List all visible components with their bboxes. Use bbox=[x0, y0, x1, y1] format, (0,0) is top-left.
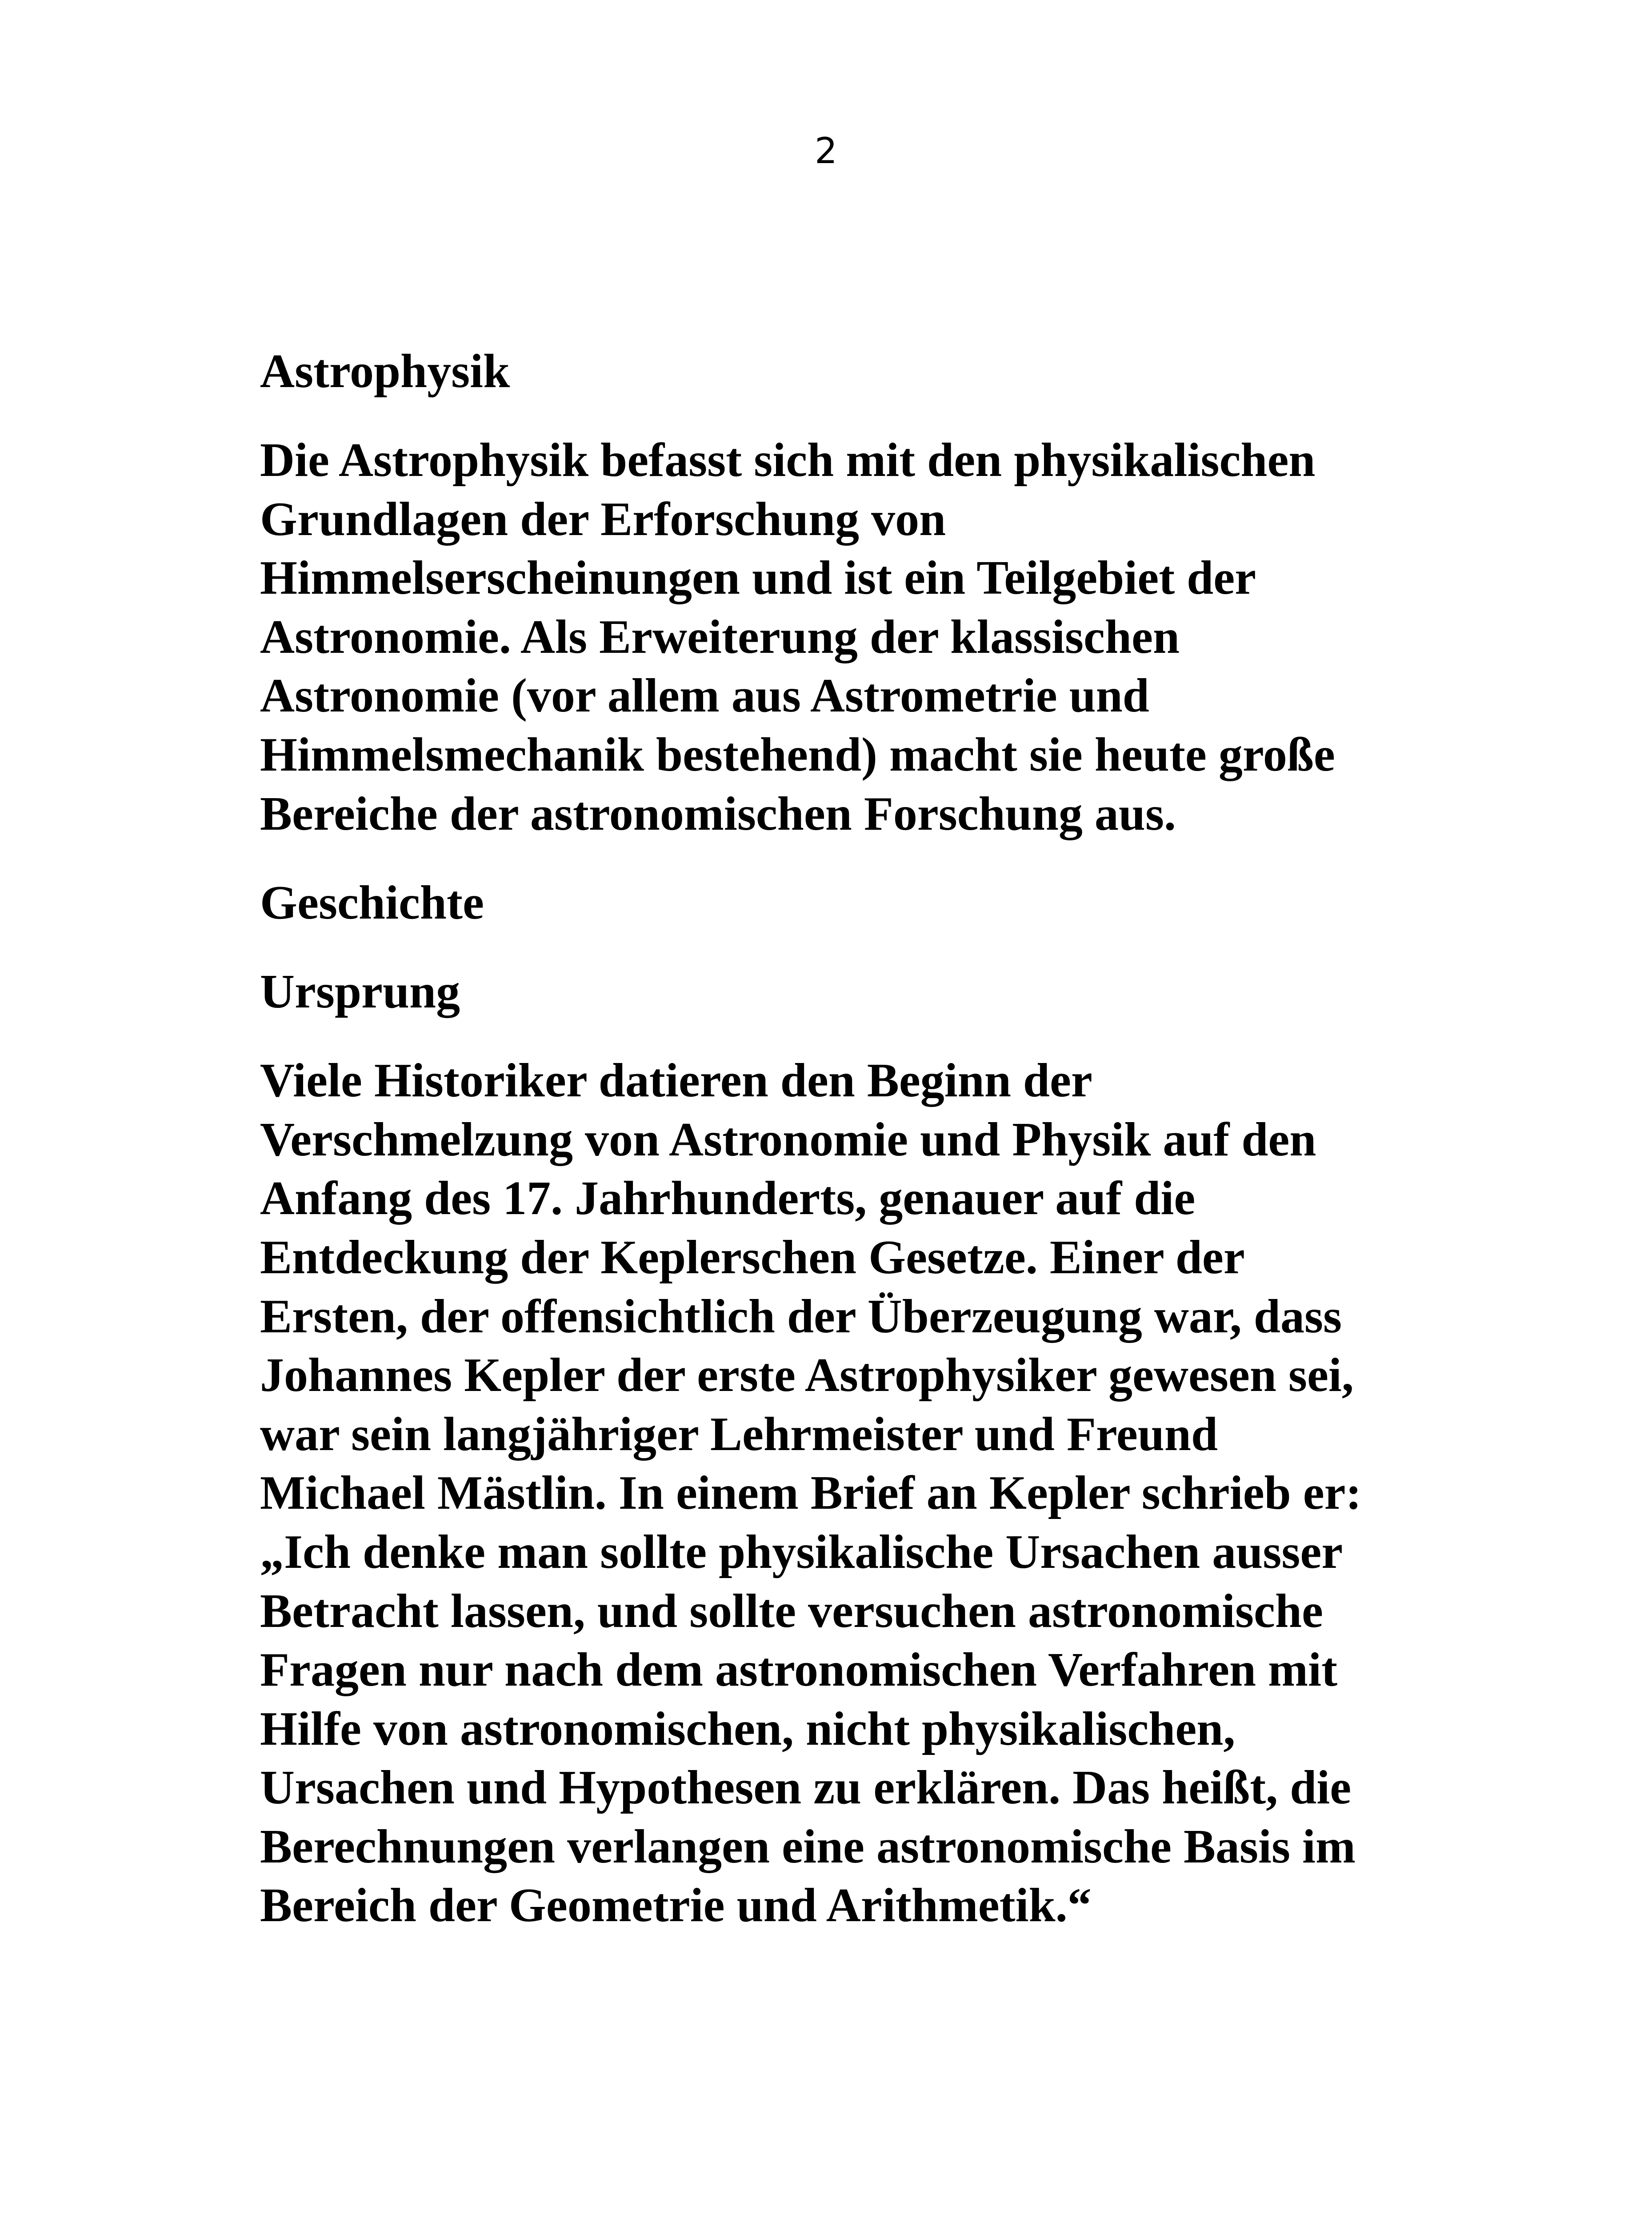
paragraph-line: Michael Mästlin. In einem Brief an Kepler schrieb er: bbox=[260, 1467, 1362, 1520]
paragraph-line: Hilfe von astronomischen, nicht physikalischen, bbox=[260, 1702, 1236, 1755]
paragraph-line: Entdeckung der Keplerschen Gesetze. Einer der bbox=[260, 1231, 1245, 1284]
intro-paragraph bbox=[260, 431, 1460, 843]
document-body bbox=[260, 342, 1460, 1935]
page-number: 2 bbox=[815, 130, 837, 172]
paragraph-line: Anfang des 17. Jahrhunderts, genauer auf die bbox=[260, 1172, 1196, 1225]
paragraph-line: Bereich der Geometrie und Arithmetik.“ bbox=[260, 1879, 1092, 1932]
paragraph-line: Astronomie. Als Erweiterung der klassischen bbox=[260, 610, 1180, 663]
paragraph-line: war sein langjähriger Lehrmeister und Freund bbox=[260, 1407, 1218, 1461]
paragraph-line: Himmelsmechanik bestehend) macht sie heute große bbox=[260, 728, 1335, 781]
paragraph-line: Betracht lassen, und sollte versuchen astronomische bbox=[260, 1584, 1323, 1638]
paragraph-line: Verschmelzung von Astronomie und Physik auf den bbox=[260, 1113, 1316, 1166]
heading-history: Geschichte bbox=[260, 876, 484, 930]
paragraph-line: Astronomie (vor allem aus Astrometrie und bbox=[260, 669, 1149, 723]
heading-origin: Ursprung bbox=[260, 965, 460, 1019]
origin-paragraph bbox=[260, 1051, 1460, 1935]
paragraph-line: Die Astrophysik befasst sich mit den physikalischen bbox=[260, 434, 1316, 487]
paragraph-line: Berechnungen verlangen eine astronomische Basis im bbox=[260, 1820, 1356, 1873]
paragraph-line: „Ich denke man sollte physikalische Ursachen ausser bbox=[260, 1525, 1343, 1579]
paragraph-line: Johannes Kepler der erste Astrophysiker gewesen sei, bbox=[260, 1349, 1354, 1402]
paragraph-line: Fragen nur nach dem astronomischen Verfahren mit bbox=[260, 1643, 1338, 1697]
paragraph-line: Himmelserscheinungen und ist ein Teilgebiet der bbox=[260, 552, 1256, 605]
paragraph-line: Bereiche der astronomischen Forschung aus. bbox=[260, 787, 1176, 840]
paragraph-line: Grundlagen der Erforschung von bbox=[260, 492, 946, 546]
paragraph-line: Ursachen und Hypothesen zu erklären. Das heißt, die bbox=[260, 1761, 1352, 1814]
paragraph-line: Viele Historiker datieren den Beginn der bbox=[260, 1054, 1092, 1107]
section-title: Astrophysik bbox=[260, 345, 510, 398]
paragraph-line: Ersten, der offensichtlich der Überzeugung war, dass bbox=[260, 1290, 1342, 1343]
